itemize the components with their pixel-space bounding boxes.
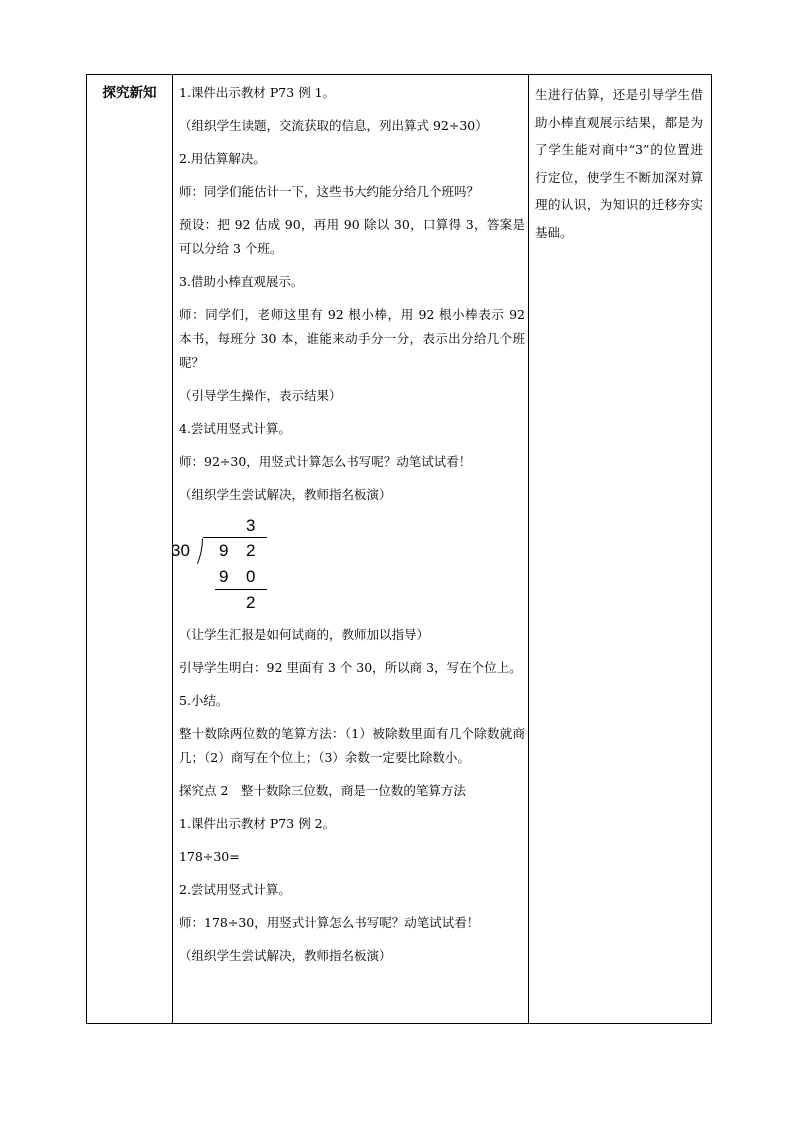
divisor: 30: [171, 541, 190, 560]
section-label: 探究新知: [102, 85, 157, 101]
lesson-table: [86, 74, 712, 1024]
dividend-digit: 9: [219, 541, 229, 560]
main-content-cell: [171, 81, 525, 977]
product-digit: 9: [219, 567, 229, 586]
remainder-digit: 2: [246, 593, 256, 612]
paragraph: （让学生汇报是如何试商的，教师加以指导）: [179, 627, 430, 642]
subtraction-line: [215, 589, 267, 590]
paragraph: 2.用估算解决。: [179, 151, 266, 166]
division-bracket-icon: [197, 538, 203, 564]
paragraph: 1.课件出示教材 P73 例 1。: [179, 85, 336, 100]
paragraph: （组织学生尝试解决，教师指名板演）: [179, 948, 392, 963]
division-bar: [203, 537, 267, 538]
paragraph: 探究点 2 整十数除三位数，商是一位数的笔算方法: [179, 783, 466, 798]
paragraph: 整十数除两位数的笔算方法：（1）被除数里面有几个除数就商几；（2）商写在个位上；（3）余数一定要比除数小。: [179, 726, 525, 765]
paragraph: 师：92÷30，用竖式计算怎么书写呢？动笔试试看！: [179, 454, 472, 469]
paragraph: （组织学生尝试解决，教师指名板演）: [179, 487, 392, 502]
paragraph: （组织学生读题，交流获取的信息，列出算式 92÷30）: [179, 118, 488, 133]
long-division-92-by-30: [171, 516, 291, 614]
paragraph: 师：178÷30，用竖式计算怎么书写呢？动笔试试看！: [179, 915, 480, 930]
side-note-cell: 生进行估算，还是引导学生借助小棒直观展示结果，都是为了学生能对商中“3”的位置进行定位，使学生不断加深对算理的认识，为知识的迁移夯实基础。: [535, 87, 703, 240]
paragraph: 师：同学们能估计一下，这些书大约能分给几个班吗？: [179, 184, 480, 199]
paragraph: 1.课件出示教材 P73 例 2。: [179, 816, 336, 831]
paragraph: 2.尝试用竖式计算。: [179, 882, 291, 897]
paragraph: 3.借助小棒直观展示。: [179, 274, 304, 289]
product-digit: 0: [246, 567, 256, 586]
quotient-digit: 3: [246, 516, 256, 535]
paragraph: 引导学生明白：92 里面有 3 个 30，所以商 3，写在个位上。: [179, 660, 522, 675]
paragraph: 预设：把 92 估成 90，再用 90 除以 30，口算得 3，答案是可以分给 3 个班。: [179, 217, 525, 256]
paragraph: 4.尝试用竖式计算。: [179, 421, 291, 436]
dividend-digit: 2: [246, 541, 256, 560]
paragraph: 师：同学们，老师这里有 92 根小棒，用 92 根小棒表示 92 本书，每班分 30 本，谁能来动手分一分，表示出分给几个班呢？: [179, 307, 525, 370]
paragraph: 5.小结。: [179, 693, 229, 708]
paragraph: （引导学生操作，表示结果）: [179, 388, 342, 403]
paragraph: 178÷30=: [179, 849, 240, 864]
column-divider-2: [528, 75, 529, 1023]
